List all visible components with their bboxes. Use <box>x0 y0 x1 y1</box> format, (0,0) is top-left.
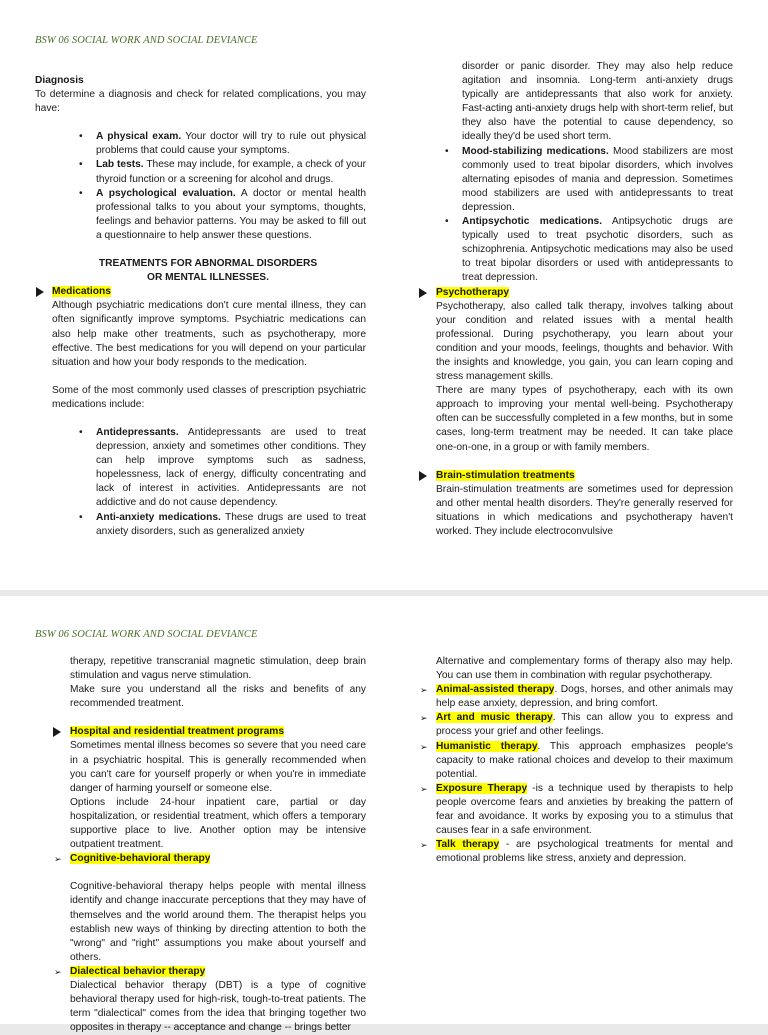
list-item: • Antidepressants. Antidepressants are used to treat depression, anxiety and sometimes other conditions. They can help improve symptoms such as sadness, hopelessness, lack of energy, difficulty concentrating and lack of interest in activities. Antidepressants are not addictive and do not cause dependency. <box>96 426 366 511</box>
hospital-paragraph-1: Sometimes mental illness becomes so severe that you need care in a psychiatric hospital. This is generally recommended when you can't care for yourself properly or when you're in immediate danger of harming yourself or someone else. <box>70 740 366 794</box>
left-column <box>52 655 366 1035</box>
arrow-bullet-icon: ➢ <box>54 966 62 977</box>
list-item: • Lab tests. These may include, for example, a check of your thyroid function or a screening for alcohol and drugs. <box>96 158 366 186</box>
brain-stimulation-continuation: therapy, repetitive transcranial magnetic stimulation, deep brain stimulation and vagus nerve stimulation. <box>70 656 366 682</box>
cbt-heading: Cognitive-behavioral therapy <box>70 853 211 865</box>
section-heading-cbt <box>52 852 366 866</box>
alternative-therapy-intro: Alternative and complementary forms of therapy also may help. You can use them in combination with regular psychotherapy. <box>436 656 733 682</box>
hospital-paragraph-2: Options include 24-hour inpatient care, partial or day hospitalization, or residential treatment, which offers a temporary supportive place to live. Another option may be intensive outpatient treatment. <box>70 796 366 851</box>
arrow-bullet-icon: ➢ <box>420 713 428 724</box>
section-heading-dbt <box>52 965 366 979</box>
hospital-heading: Hospital and residential treatment programs <box>70 726 284 738</box>
document-page-2 <box>0 596 768 1034</box>
arrow-bullet-icon: ➢ <box>420 741 428 752</box>
cbt-paragraph: Cognitive-behavioral therapy helps people with mental illness identify and change inaccurate perceptions that they may have of themselves and the world around them. The therapist helps you establish new ways of thinking by directing attention to both the "wrong" and "right" assumptions you make about yourself and others. <box>70 881 366 963</box>
list-item: • A psychological evaluation. A doctor or mental health professional talks to you about your symptoms, thoughts, feelings and behavior patterns. You may be asked to fill out a questionnaire to help answer these questions. <box>96 187 366 243</box>
list-item: ➢ Exposure Therapy -is a technique used by therapists to help people overcome fears and anxieties by breaking the pattern of fear and avoidance. It works by exposing you to a stimulus that causes fear in a safe environment. <box>420 782 733 837</box>
diagnosis-list <box>96 130 366 243</box>
section-heading-hospital <box>52 725 366 739</box>
medications-paragraph: Although psychiatric medications don't cure mental illness, they can often significantly improve symptoms. Psychiatric medications can also help make other treatments, such as psychotherapy, more effective. The best medications for you will depend on your particular situation and how your body responds to the medication. <box>52 300 366 368</box>
section-heading-psychotherapy <box>418 286 733 300</box>
list-item: • Mood-stabilizing medications. Mood stabilizers are most commonly used to treat bipolar disorders, which involves alternating episodes of mania and depression. Sometimes mood stabilizers are used with antidepressants to treat depression. <box>462 145 733 215</box>
arrow-bullet-icon: ➢ <box>54 854 62 865</box>
arrow-bullet-icon: ➢ <box>420 783 428 794</box>
list-item: • Anti-anxiety medications. These drugs are used to treat anxiety disorders, such as generalized anxiety <box>96 511 366 539</box>
psychotherapy-paragraph-2: There are many types of psychotherapy, each with its own approach to improving your mental well-being. Psychotherapy often can be successfully completed in a few months, but in some cases, long-term treatment may be needed. It can take place one-on-one, in a group or with family members. <box>436 385 733 453</box>
section-heading-brain-stimulation <box>418 469 733 483</box>
arrow-bullet-icon <box>419 288 427 298</box>
treatments-title: TREATMENTS FOR ABNORMAL DISORDERS OR MENTAL ILLNESSES. <box>98 258 318 284</box>
list-item: ➢ Talk therapy - are psychological treatments for mental and emotional problems like stress, anxiety and depression. <box>420 839 733 865</box>
medications-classes-intro: Some of the most commonly used classes of prescription psychiatric medications include: <box>52 384 366 410</box>
right-column <box>418 655 733 866</box>
medications-heading: Medications <box>52 286 111 298</box>
list-item: ➢ Animal-assisted therapy. Dogs, horses, and other animals may help ease anxiety, depression, and bring comfort. <box>420 684 733 710</box>
brain-stimulation-paragraph: Brain-stimulation treatments are sometimes used for depression and other mental health disorders. They're generally reserved for situations in which medications and psychotherapy haven't worked. They include electroconvulsive <box>436 483 733 537</box>
psychotherapy-paragraph-1: Psychotherapy, also called talk therapy, involves talking about your condition and related issues with a mental health professional. During psychotherapy, you learn about your condition and your moods, feelings, thoughts and behavior. With the insights and knowledge, you gain, you can learn coping and stress management skills. <box>436 300 733 383</box>
left-column <box>35 74 366 539</box>
dbt-paragraph: Dialectical behavior therapy (DBT) is a type of cognitive behavioral therapy used for high-risk, tough-to-treat patients. The term "dialectical" comes from the idea that bringing together two opposites in therapy -- acceptance and change -- brings better <box>70 979 366 1034</box>
arrow-bullet-icon <box>53 727 61 737</box>
arrow-bullet-icon <box>36 287 44 297</box>
arrow-bullet-icon: ➢ <box>420 685 428 696</box>
anti-anxiety-continuation: disorder or panic disorder. They may also help reduce agitation and insomnia. Long-term anti-anxiety drugs typically are antidepressants that also work for anxiety. Fast-acting anti-anxiety drugs help with short-term relief, but they also have the potential to cause dependency, so ideally they'd be used short term. <box>462 61 733 143</box>
page-header: BSW 06 SOCIAL WORK AND SOCIAL DEVIANCE <box>35 629 258 640</box>
list-item: • Antipsychotic medications. Antipsychotic drugs are typically used to treat psychotic disorders, such as schizophrenia. Antipsychotic medications may also be used to treat bipolar disorders or used with antidepressants to treat depression. <box>462 215 733 285</box>
diagnosis-title: Diagnosis <box>35 75 84 86</box>
right-column <box>418 60 733 539</box>
arrow-bullet-icon: ➢ <box>420 840 428 851</box>
section-heading-medications <box>35 285 366 299</box>
psychotherapy-heading: Psychotherapy <box>436 286 510 298</box>
arrow-bullet-icon <box>419 471 427 481</box>
risks-benefits-note: Make sure you understand all the risks and benefits of any recommended treatment. <box>70 684 366 710</box>
medications-list <box>96 426 366 539</box>
dbt-heading: Dialectical behavior therapy <box>70 965 206 977</box>
diagnosis-intro: To determine a diagnosis and check for related complications, you may have: <box>35 89 366 115</box>
brain-stimulation-heading: Brain-stimulation treatments <box>436 469 575 481</box>
list-item: ➢ Humanistic therapy. This approach emphasizes people's capacity to make rational choices and develop to their maximum potential. <box>420 740 733 780</box>
medications-list-continued <box>462 145 733 286</box>
list-item: • A physical exam. Your doctor will try to rule out physical problems that could cause your symptoms. <box>96 130 366 158</box>
page-header: BSW 06 SOCIAL WORK AND SOCIAL DEVIANCE <box>35 35 258 46</box>
list-item: ➢ Art and music therapy. This can allow you to express and process your grief and other feelings. <box>420 712 734 738</box>
